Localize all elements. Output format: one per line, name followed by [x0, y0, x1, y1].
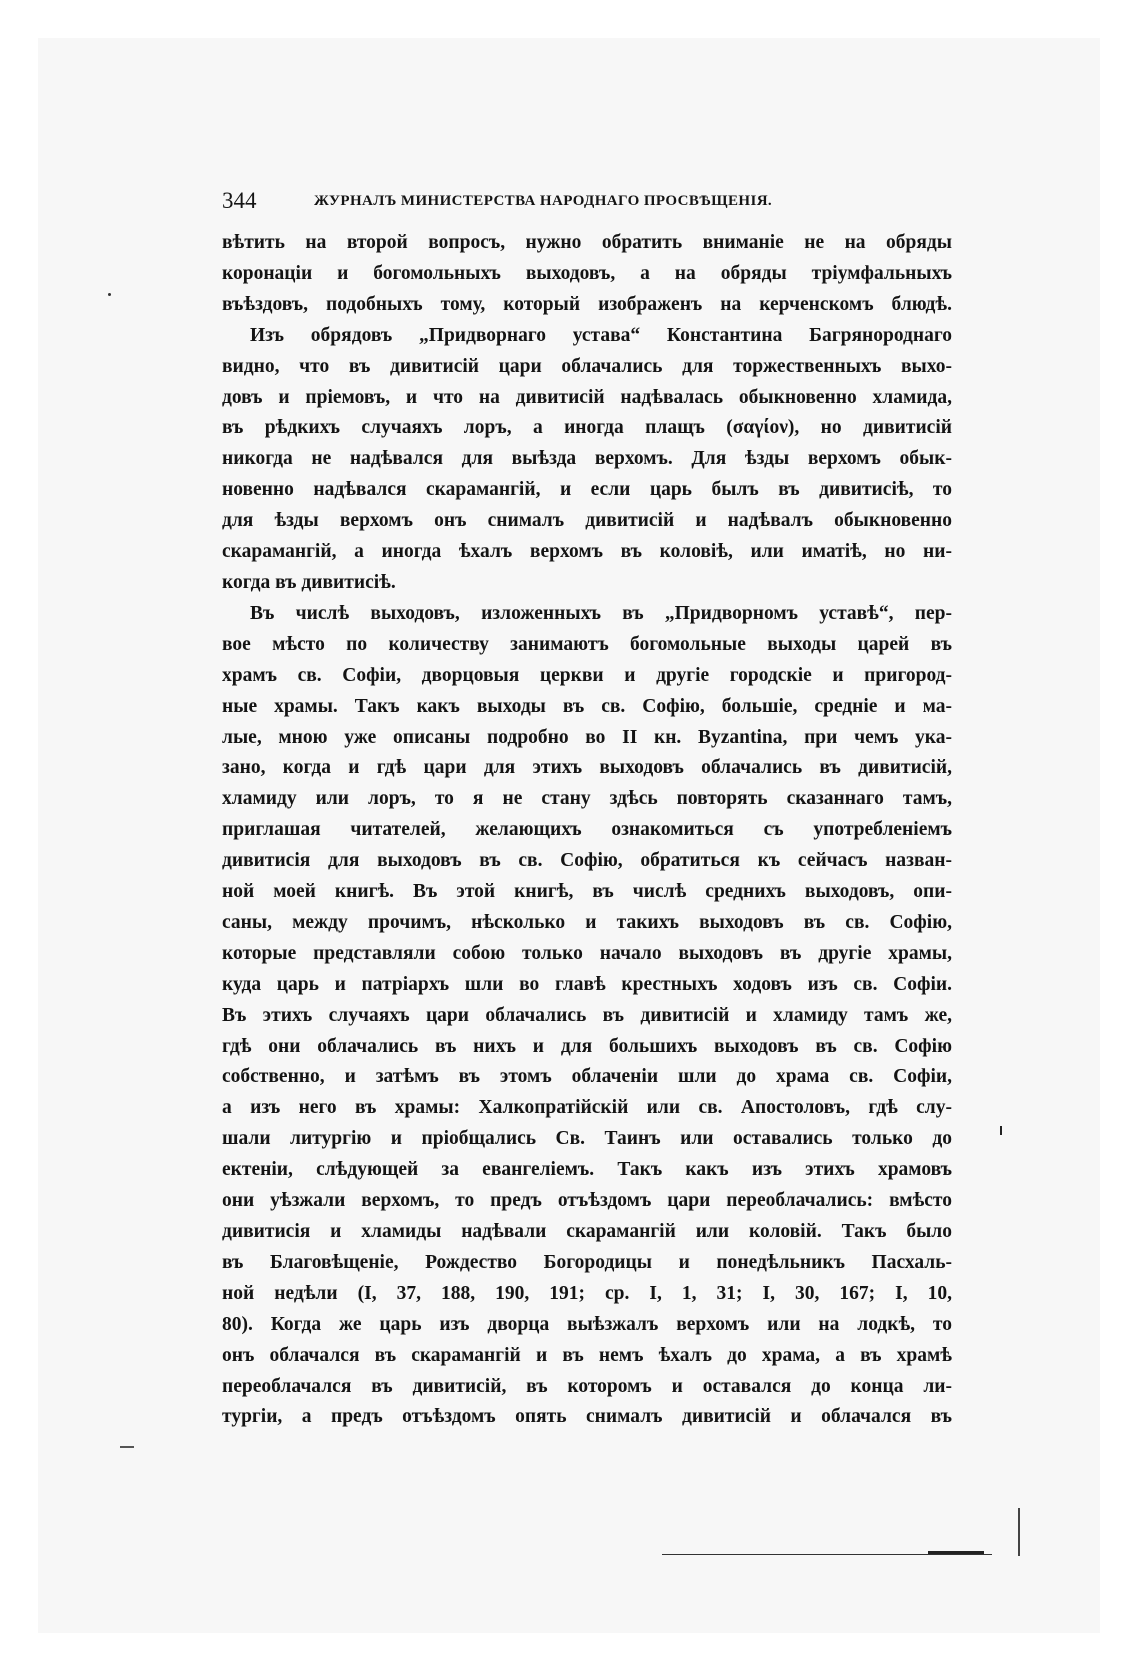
text-line: которые представляли собою только начало выходовъ въ другіе храмы, — [222, 942, 952, 964]
text-line: шали литургію и пріобщались Св. Таинъ или оставались только до — [222, 1128, 952, 1150]
text-line: приглашая читателей, желающихъ ознакомиться съ употребленіемъ — [222, 819, 952, 841]
text-line: хламиду или лоръ, то я не стану здѣсь повторять сказаннаго тамъ, — [222, 788, 952, 810]
text-line: ные храмы. Такъ какъ выходы въ св. Софію, большіе, средніе и ма- — [222, 695, 952, 717]
text-line: для ѣзды верхомъ онъ снималъ дивитисій и надѣвалъ обыкновенно — [222, 510, 952, 532]
scan-speck — [1000, 1126, 1002, 1135]
text-line: когда въ дивитисіѣ. — [222, 571, 396, 593]
text-line: тургіи, а предъ отъѣздомъ опять снималъ дивитисій и облачался въ — [222, 1406, 952, 1428]
page-number: 344 — [222, 188, 257, 213]
text-line: въ рѣдкихъ случаяхъ лоръ, а иногда плащъ (σαγίον), но дивитисій — [222, 417, 952, 439]
text-line: храмъ св. Софіи, дворцовыя церкви и другіе городскіе и пригород- — [222, 664, 952, 686]
text-line: собственно, и затѣмъ въ этомъ облаченіи шли до храма св. Софіи, — [222, 1066, 952, 1088]
text-line: ной моей книгѣ. Въ этой книгѣ, въ числѣ среднихъ выходовъ, опи- — [222, 881, 952, 903]
text-line: въѣздовъ, подобныхъ тому, который изображенъ на керченскомъ блюдѣ. — [222, 293, 952, 315]
text-line: Въ этихъ случаяхъ цари облачались въ дивитисій и хламиду тамъ же, — [222, 1004, 952, 1026]
text-line: видно, что въ дивитисій цари облачались для торжественныхъ выхо- — [222, 355, 952, 377]
text-line: лые, мною уже описаны подробно во II кн. Byzantina, при чемъ ука- — [222, 726, 952, 748]
text-line: переоблачался въ дивитисій, въ которомъ и оставался до конца ли- — [222, 1375, 952, 1397]
text-line: никогда не надѣвался для выѣзда верхомъ. Для ѣзды верхомъ обык- — [222, 448, 952, 470]
text-line: гдѣ они облачались въ нихъ и для большихъ выходовъ въ св. Софію — [222, 1035, 952, 1057]
text-line: довъ и пріемовъ, и что на дивитисій надѣвалась обыкновенно хламида, — [222, 386, 952, 408]
text-line: а изъ него въ храмы: Халкопратійскій или св. Апостоловъ, гдѣ слу- — [222, 1097, 952, 1119]
text-line: ной недѣли (I, 37, 188, 190, 191; ср. I, 1, 31; I, 30, 167; I, 10, — [222, 1282, 952, 1304]
scan-speck — [120, 1446, 134, 1448]
text-line: въ Благовѣщеніе, Рождество Богородицы и понедѣльникъ Пасхаль- — [222, 1251, 952, 1273]
text-line: они уѣзжали верхомъ, то предъ отъѣздомъ цари переоблачались: вмѣсто — [222, 1190, 952, 1212]
text-line: новенно надѣвался скарамангій, и если царь былъ въ дивитисіѣ, то — [222, 479, 952, 501]
text-line: вое мѣсто по количеству занимаютъ богомольные выходы царей въ — [222, 633, 952, 655]
text-line: вѣтить на второй вопросъ, нужно обратить вниманіе не на обряды — [222, 232, 952, 253]
scan-edge-line — [1018, 1508, 1020, 1556]
scan-edge-line — [662, 1554, 992, 1555]
scan-speck — [108, 293, 111, 296]
text-line: саны, между прочимъ, нѣсколько и такихъ выходовъ въ св. Софію, — [222, 911, 952, 933]
page-header — [222, 188, 952, 222]
text-line: коронаціи и богомольныхъ выходовъ, а на обряды тріумфальныхъ — [222, 262, 952, 284]
text-line: зано, когда и гдѣ цари для этихъ выходовъ облачались въ дивитисій, — [222, 757, 952, 779]
text-line: Въ числѣ выходовъ, изложенныхъ въ „Придворномъ уставѣ“, пер- — [250, 602, 952, 624]
body-text — [222, 228, 952, 1433]
text-line: скарамангій, а иногда ѣхалъ верхомъ въ коловіѣ, или иматіѣ, но ни- — [222, 541, 952, 563]
text-line: 80). Когда же царь изъ дворца выѣзжалъ верхомъ или на лодкѣ, то — [222, 1313, 952, 1335]
scan-edge-line — [928, 1551, 984, 1554]
text-line: дивитисія для выходовъ въ св. Софію, обратиться къ сейчасъ назван- — [222, 850, 952, 872]
text-line: дивитисія и хламиды надѣвали скарамангій или коловій. Такъ было — [222, 1221, 952, 1242]
text-line: ектеніи, слѣдующей за евангеліемъ. Такъ какъ изъ этихъ храмовъ — [222, 1159, 952, 1181]
running-title: ЖУРНАЛЪ МИНИСТЕРСТВА НАРОДНАГО ПРОСВѢЩЕНІЯ. — [314, 193, 773, 209]
text-line: онъ облачался въ скарамангій и въ немъ ѣхалъ до храма, а въ храмѣ — [222, 1344, 952, 1366]
text-line: Изъ обрядовъ „Придворнаго устава“ Константина Багрянороднаго — [250, 324, 952, 346]
text-line: куда царь и патріархъ шли во главѣ крестныхъ ходовъ изъ св. Софіи. — [222, 973, 952, 995]
